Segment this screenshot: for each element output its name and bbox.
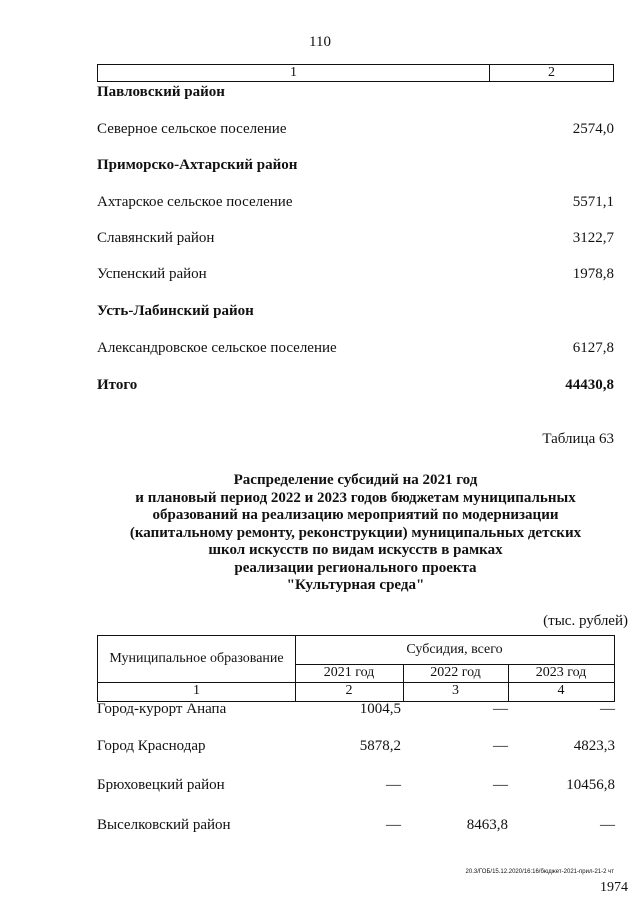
- value-2022: —: [493, 701, 508, 717]
- title-line: образований на реализацию мероприятий по модернизации: [152, 507, 559, 523]
- table-row: [97, 340, 614, 357]
- table-row: [97, 121, 614, 138]
- col-number-1: 1: [193, 683, 200, 698]
- footer-number: 1974: [600, 880, 628, 895]
- table-title: [97, 472, 614, 595]
- col-number-4: 4: [557, 683, 565, 698]
- value-2021: 5878,2: [359, 738, 401, 754]
- value-2021: —: [386, 777, 401, 793]
- table-row: [97, 817, 615, 837]
- title-line: "Культурная среда": [286, 577, 425, 593]
- municipality-name: Город Краснодар: [97, 738, 206, 754]
- year-2023-header: 2023 год: [535, 665, 587, 680]
- value-2023: —: [600, 817, 615, 833]
- table-row: [97, 701, 615, 721]
- value-2021: —: [386, 817, 401, 833]
- subsidy-table-header: [97, 635, 615, 702]
- footer-code: 20.3/ГОБ/15.12.2020/16:16/бюджет-2021-прил-21-2 чт: [465, 869, 614, 875]
- table-row: [97, 738, 615, 758]
- row-label: Александровское сельское поселение: [97, 340, 337, 356]
- col-number-3: 3: [452, 683, 459, 698]
- title-line: школ искусств по видам искусств в рамках: [208, 542, 503, 558]
- municipality-header: Муниципальное образование: [109, 651, 284, 666]
- top-table-col2-header: 2: [548, 65, 555, 80]
- municipality-name: Город-курорт Анапа: [97, 701, 227, 717]
- row-label: Павловский район: [97, 84, 225, 100]
- table-row-total: [97, 377, 614, 394]
- page-number: 110: [309, 34, 331, 50]
- table-row: [97, 194, 614, 211]
- value-2022: —: [493, 738, 508, 754]
- value-2023: 10456,8: [566, 777, 615, 793]
- top-table-header: [97, 64, 614, 82]
- units-label: (тыс. рублей): [543, 613, 628, 629]
- value-2022: —: [493, 777, 508, 793]
- value-2023: —: [600, 701, 615, 717]
- year-2021-header: 2021 год: [323, 665, 375, 680]
- subsidy-total-header: Субсидия, всего: [406, 642, 503, 657]
- table-label: Таблица 63: [542, 431, 614, 447]
- row-label: Усть-Лабинский район: [97, 303, 254, 319]
- row-label: Ахтарское сельское поселение: [97, 194, 293, 210]
- table-row: [97, 230, 614, 247]
- row-value: 5571,1: [572, 194, 614, 210]
- municipality-name: Брюховецкий район: [97, 777, 225, 793]
- row-value: 3122,7: [572, 230, 614, 246]
- municipality-name: Выселковский район: [97, 817, 231, 833]
- row-label: Успенский район: [97, 266, 207, 282]
- row-value: 2574,0: [572, 121, 614, 137]
- col-number-2: 2: [345, 683, 353, 698]
- table-row: [97, 84, 614, 101]
- title-line: реализации регионального проекта: [234, 559, 477, 576]
- table-row: [97, 157, 614, 174]
- row-label: Приморско-Ахтарский район: [97, 157, 298, 173]
- row-label: Итого: [97, 377, 138, 393]
- value-2023: 4823,3: [573, 738, 615, 754]
- year-2022-header: 2022 год: [430, 665, 481, 680]
- top-table-col1-header: 1: [98, 65, 490, 81]
- title-line: и плановый период 2022 и 2023 годов бюджетам муниципальных: [135, 489, 576, 506]
- row-label: Славянский район: [97, 230, 215, 246]
- title-line: Распределение субсидий на 2021 год: [233, 472, 478, 488]
- row-value: 6127,8: [572, 340, 614, 356]
- table-row: [97, 777, 615, 797]
- title-line: (капитальному ремонту, реконструкции) муниципальных детских: [129, 524, 582, 541]
- value-2022: 8463,8: [466, 817, 508, 833]
- row-value: 1978,8: [572, 266, 614, 282]
- table-row: [97, 303, 614, 320]
- row-value: 44430,8: [565, 377, 614, 393]
- table-row: [97, 266, 614, 283]
- row-label: Северное сельское поселение: [97, 121, 287, 137]
- value-2021: 1004,5: [359, 701, 401, 717]
